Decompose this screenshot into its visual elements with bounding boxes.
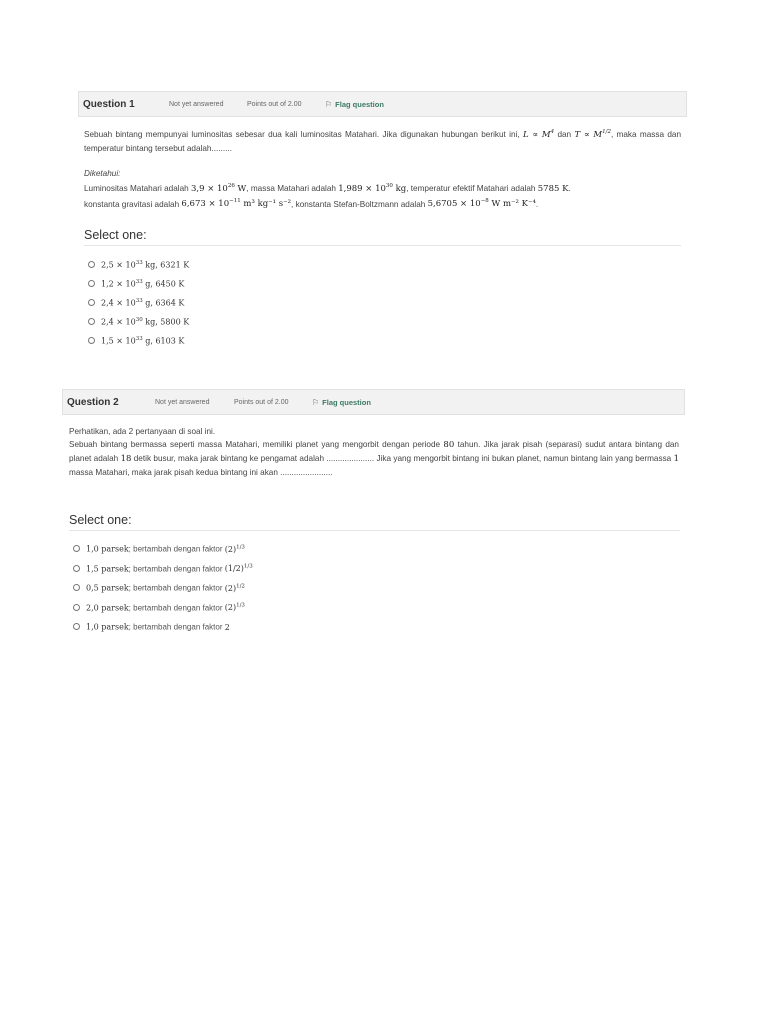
answer-option[interactable] [73, 622, 230, 632]
flag-question-button[interactable] [312, 398, 371, 407]
question-points: Points out of 2.00 [247, 100, 302, 108]
flag-icon: ⚐ [312, 397, 320, 407]
relation-2: $T \propto M^{1/2}$ [574, 129, 611, 140]
question-status: Not yet answered [169, 100, 224, 108]
flag-question-label: Flag question [335, 99, 384, 109]
answer-option[interactable] [88, 317, 189, 327]
question-status: Not yet answered [155, 398, 210, 406]
given-line-2: konstanta gravitasi adalah $6,673 \times 10^{-11}$ m³ kg⁻¹ s⁻², konstanta Stefan-Boltzmann adalah $5,6705 \times 10^{-8}$ W m⁻² K⁻⁴. [84, 198, 539, 210]
question-text-end: , maka massa dan temperatur bintang tersebut adalah......... [84, 129, 682, 153]
divider [69, 530, 680, 531]
question-points: Points out of 2.00 [234, 398, 289, 406]
answer-label: 1,0 parsek; bertambah dengan faktor 2 [86, 622, 230, 632]
radio-button[interactable] [88, 261, 95, 268]
radio-button[interactable] [73, 565, 80, 572]
radio-button[interactable] [73, 604, 80, 611]
select-one-label: Select one: [69, 513, 132, 527]
answer-option[interactable] [88, 298, 184, 308]
given-heading: Diketahui: [84, 168, 121, 178]
answer-label: 0,5 parsek; bertambah dengan faktor $(2)^{1/2}$ [86, 583, 245, 593]
answer-label: $2,4 \times 10^{33}$ g, 6364 K [101, 298, 185, 308]
answer-option[interactable] [73, 564, 253, 574]
flag-question-button[interactable] [325, 100, 384, 109]
answer-option[interactable] [73, 603, 245, 613]
question-intro: Perhatikan, ada 2 pertanyaan di soal ini. [69, 427, 216, 436]
question-2-header [62, 389, 685, 415]
answer-option[interactable] [73, 544, 245, 554]
answer-option[interactable] [88, 279, 184, 289]
question-2-text [69, 425, 679, 479]
answer-label: $1,2 \times 10^{33}$ g, 6450 K [101, 279, 185, 289]
flag-question-label: Flag question [322, 397, 371, 407]
radio-button[interactable] [88, 318, 95, 325]
question-title: Question 2 [67, 396, 119, 408]
radio-button[interactable] [88, 337, 95, 344]
question-body: Sebuah bintang bermassa seperti massa Matahari, memiliki planet yang mengorbit dengan periode 80 tahun. Jika jarak pisah (separasi) sudut antara bintang dan planet adalah 18 detik busur, maka jarak bintang ke pengamat adalah ..................... Jika yang mengorbit bintang ini bukan planet, namun bintang lain yang bermassa 1 massa Matahari, maka jarak pisah kedua bintang ini akan ....................... [69, 440, 679, 477]
answer-label: 2,0 parsek; bertambah dengan faktor $(2)^{1/3}$ [86, 602, 245, 613]
radio-button[interactable] [73, 623, 80, 630]
answer-label: $1,5 \times 10^{33}$ g, 6103 K [101, 336, 185, 346]
radio-button[interactable] [88, 280, 95, 287]
answer-label: $2,5 \times 10^{33}$ kg, 6321 K [101, 260, 190, 270]
relation-1: $L \propto M^4$ [522, 129, 555, 140]
divider [84, 245, 681, 246]
question-1-header [78, 91, 687, 117]
answer-label: 1,0 parsek; bertambah dengan faktor $(2)^{1/3}$ [86, 544, 245, 554]
given-line-1: Luminositas Matahari adalah $3,9 \times 10^{26}$ W, massa Matahari adalah $1,989 \times 10^{30}$ kg, temperatur efektif Matahari adalah 5785 K. [84, 182, 571, 194]
conjunction: dan [557, 129, 572, 139]
answer-label: $2,4 \times 10^{30}$ kg, 5800 K [101, 317, 190, 327]
radio-button[interactable] [73, 545, 80, 552]
answer-option[interactable] [88, 336, 184, 346]
question-title: Question 1 [83, 98, 135, 110]
answer-option[interactable] [73, 583, 245, 593]
flag-icon: ⚐ [325, 99, 333, 109]
answer-label: 1,5 parsek; bertambah dengan faktor $(1/2)^{1/3}$ [86, 563, 253, 574]
question-1-text [84, 126, 681, 211]
radio-button[interactable] [73, 584, 80, 591]
radio-button[interactable] [88, 299, 95, 306]
question-text: Sebuah bintang mempunyai luminositas sebesar dua kali luminositas Matahari. Jika digunakan hubungan berikut ini, [84, 129, 520, 139]
answer-option[interactable] [88, 260, 189, 270]
select-one-label: Select one: [84, 228, 147, 242]
